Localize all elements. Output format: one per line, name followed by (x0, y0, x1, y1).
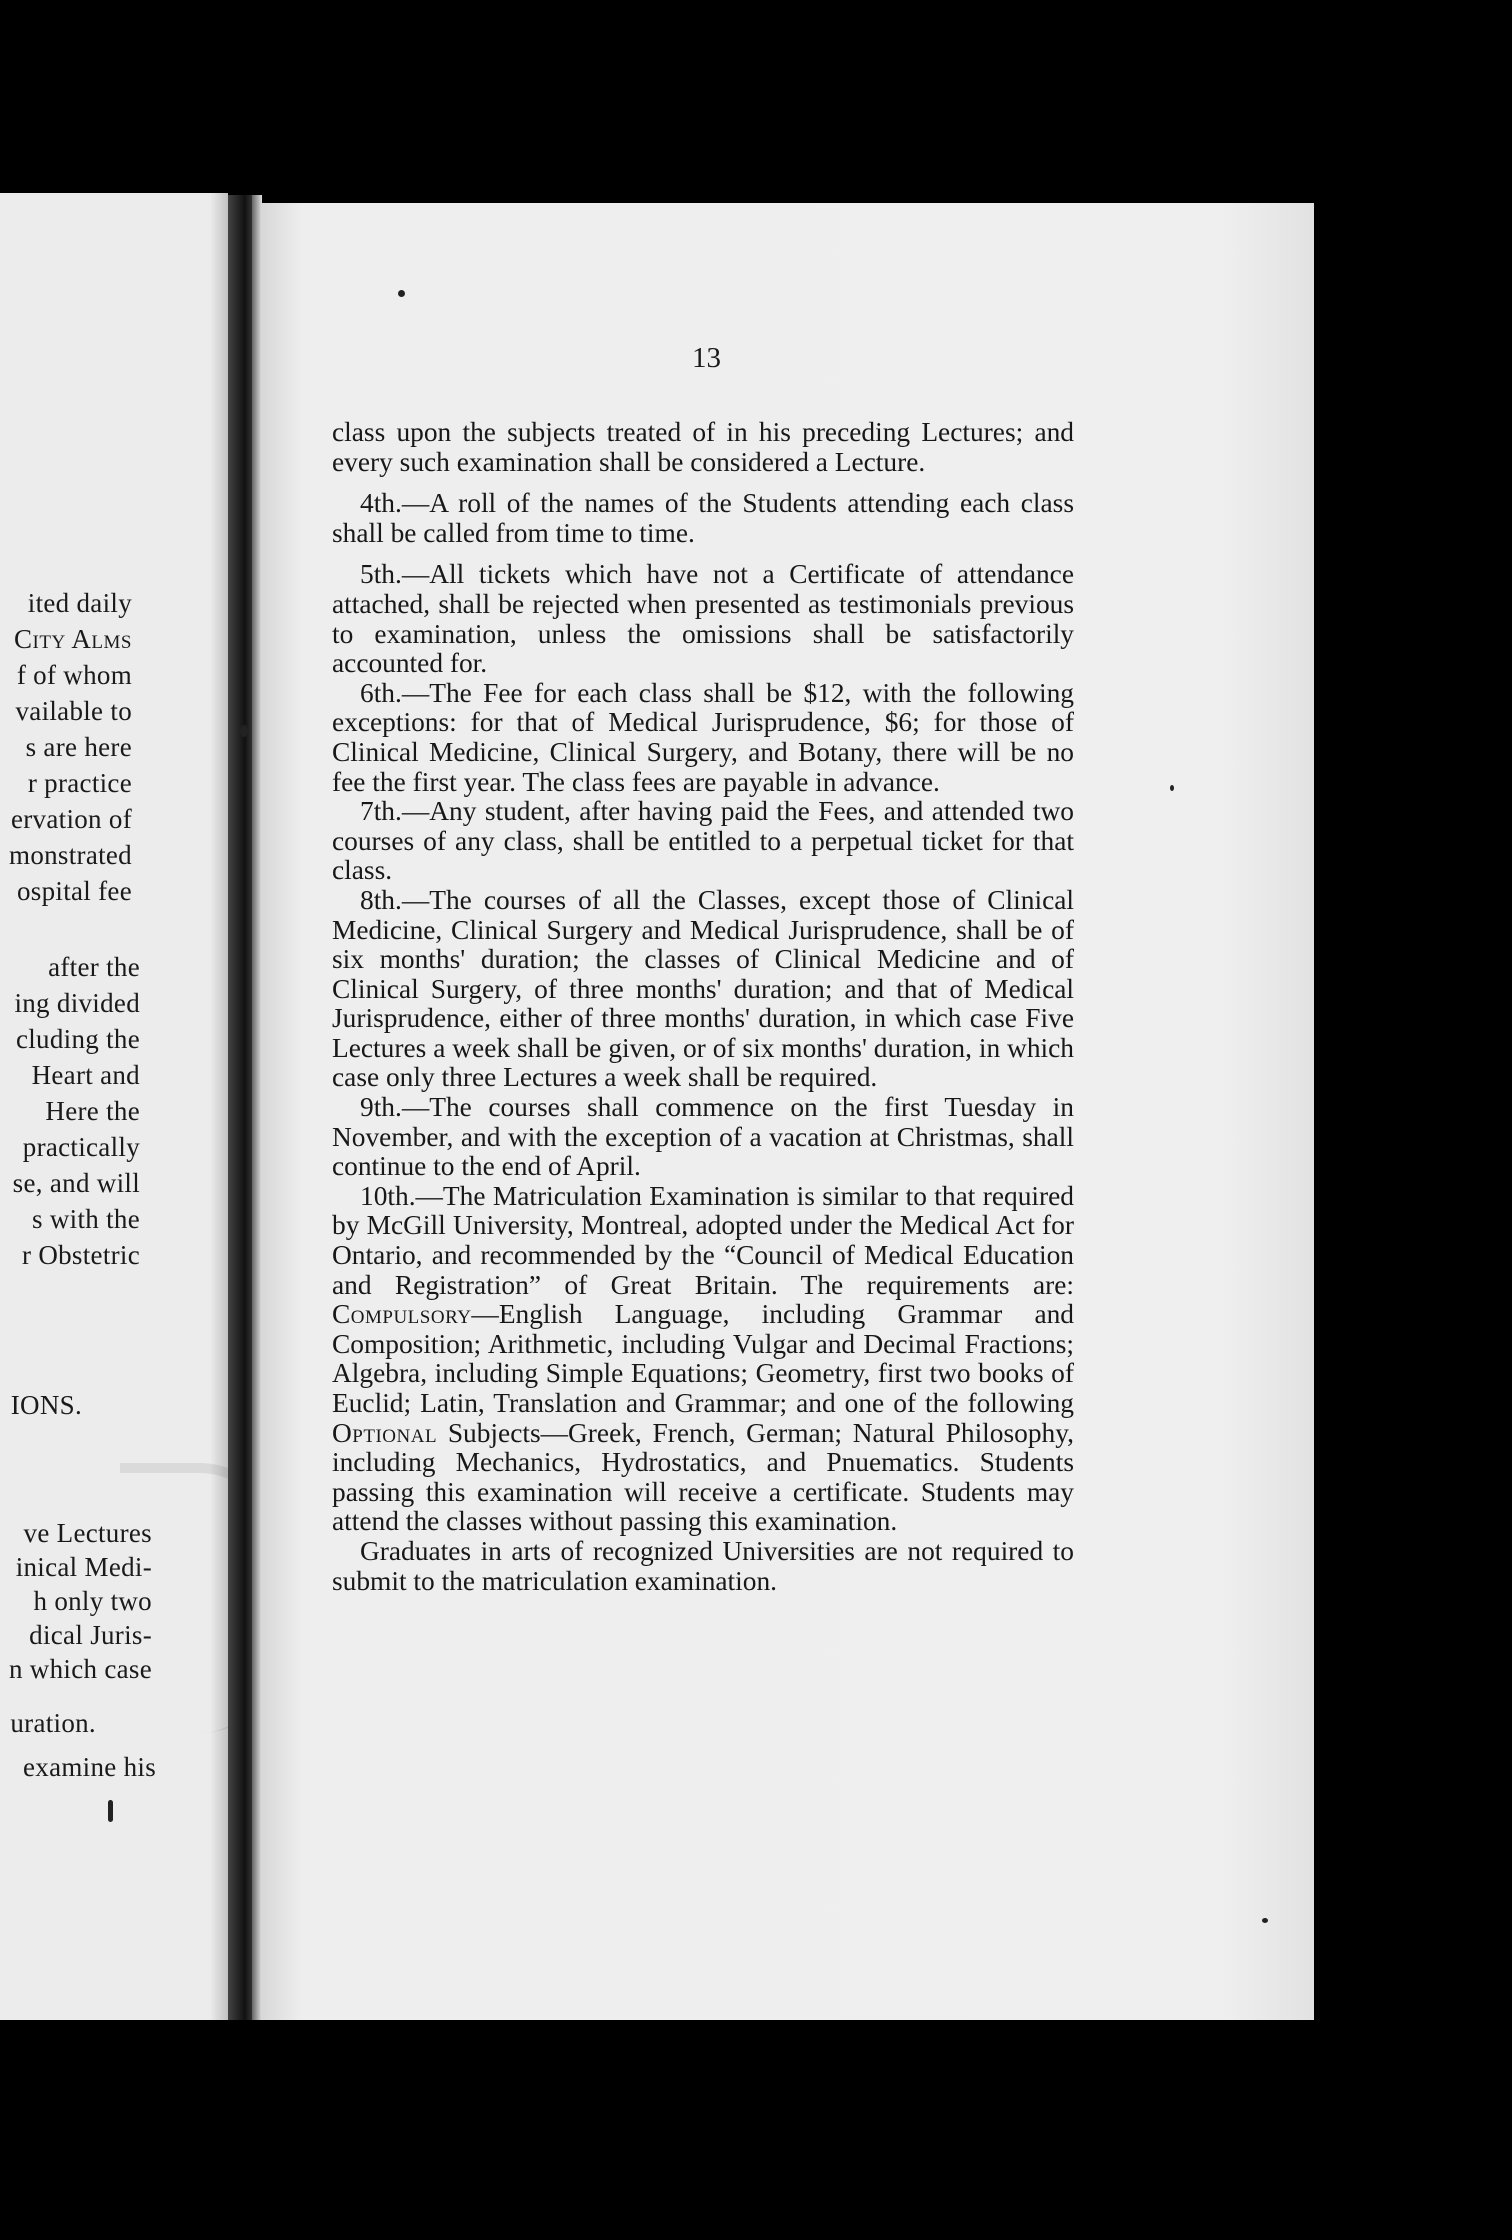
left-page-line: examine his (22, 1752, 156, 1782)
scan-speck (1170, 785, 1174, 791)
left-page-line: f of whom (16, 660, 132, 690)
fold-shadow (210, 193, 228, 2020)
left-page-line: Heart and (31, 1060, 140, 1090)
left-page-line: ited daily (27, 588, 132, 618)
left-page-line: h only two (33, 1586, 152, 1616)
paragraph-6th: 6th.—The Fee for each class shall be $12, with the following exceptions: for that of Medical Jurisprudence, $6; for those of Clinical Medicine, Clinical Surgery, and Botany, there will be no fee the first year. The class fees are payable in advance. (332, 677, 1074, 797)
left-page-line: ing divided (14, 988, 140, 1018)
left-page-line (14, 624, 132, 655)
left-page-line: s are here (25, 732, 132, 762)
scan-speck (1262, 1918, 1268, 1923)
page-number: 13 (692, 342, 721, 374)
left-page-line: inical Medi- (15, 1552, 152, 1582)
left-page-line: r Obstetric (21, 1240, 140, 1270)
paragraph-10th-part-b: —English Language, including Grammar and Composition; Arithmetic, including Vulgar and Decimal Fractions; Algebra, including Simple Equations; Geometry, first two books of Euclid; Latin, Translation and Grammar; and one of the following (332, 1299, 1074, 1418)
left-page-line: se, and will (12, 1168, 140, 1198)
left-page-line: vailable to (15, 696, 132, 726)
left-page-line: monstrated (9, 840, 132, 870)
paragraph-10th-part-c: Subjects—Greek, French, German; Natural Philosophy, including Mechanics, Hydrostatics, and Pnuematics. Students passing this examination will receive a certificate. Students may attend the classes without passing this examination. (332, 1417, 1074, 1537)
paragraph-intro: class upon the subjects treated of in his preceding Lectures; and every such examination shall be considered a Lecture. (332, 417, 1074, 477)
left-page-line: practically (22, 1132, 140, 1162)
paragraph-8th: 8th.—The courses of all the Classes, except those of Clinical Medicine, Clinical Surgery and Medical Jurisprudence, shall be of six months' duration; the classes of Clinical Medicine and of Clinical Surgery, of three months' duration; and that of Medical Jurisprudence, either of three months' duration, in which case Five Lectures a week shall be given, or of six months' duration, in which case only three Lectures a week shall be required. (332, 884, 1074, 1093)
left-page-line: ve Lectures (23, 1518, 152, 1548)
paragraph-9th: 9th.—The courses shall commence on the first Tuesday in November, and with the exception of a vacation at Christmas, shall continue to the end of April. (332, 1092, 1074, 1182)
paragraph-10th (332, 1182, 1074, 1537)
left-page-line: s with the (32, 1204, 140, 1234)
left-page-line: after the (48, 952, 140, 982)
left-page-line: cluding the (15, 1024, 140, 1054)
paragraph-graduates: Graduates in arts of recognized Universities are not required to submit to the matriculation examination. (332, 1535, 1074, 1596)
paragraph-4th: 4th.—A roll of the names of the Students attending each class shall be called from time to time. (332, 488, 1074, 548)
left-page-line: ospital fee (16, 876, 132, 906)
left-page-heading-fragment: IONS. (10, 1390, 82, 1420)
scan-speck (240, 725, 248, 737)
left-page-line: n which case (8, 1654, 152, 1684)
paragraph-10th-part-a: 10th.—The Matriculation Examination is similar to that required by McGill University, Montreal, adopted under the Medical Act for Ontario, and recommended by the “Council of Medical Education and Registration” of Great Britain. The requirements are: (332, 1180, 1074, 1300)
left-page-line: ervation of (10, 804, 132, 834)
compulsory-label: Compulsory (332, 1299, 472, 1330)
binding-gutter (228, 195, 252, 2020)
left-page-line-text: City Alms (14, 624, 132, 654)
binding-gutter-edge (252, 195, 262, 2020)
left-page-line: Here the (45, 1096, 140, 1126)
left-page-line: r practice (27, 768, 132, 798)
left-page-line: dical Juris- (29, 1620, 152, 1650)
paragraph-7th: 7th.—Any student, after having paid the Fees, and attended two courses of any class, shall be entitled to a perpetual ticket for that class. (332, 796, 1074, 886)
scan-speck (108, 1800, 113, 1822)
page-body (332, 418, 1074, 1596)
optional-label: Optional (332, 1417, 438, 1448)
scan-speck (398, 290, 405, 297)
left-page-line: uration. (10, 1708, 96, 1738)
paragraph-5th: 5th.—All tickets which have not a Certificate of attendance attached, shall be rejected when presented as testimonials previous to examination, unless the omissions shall be satisfactorily accounted for. (332, 559, 1074, 679)
